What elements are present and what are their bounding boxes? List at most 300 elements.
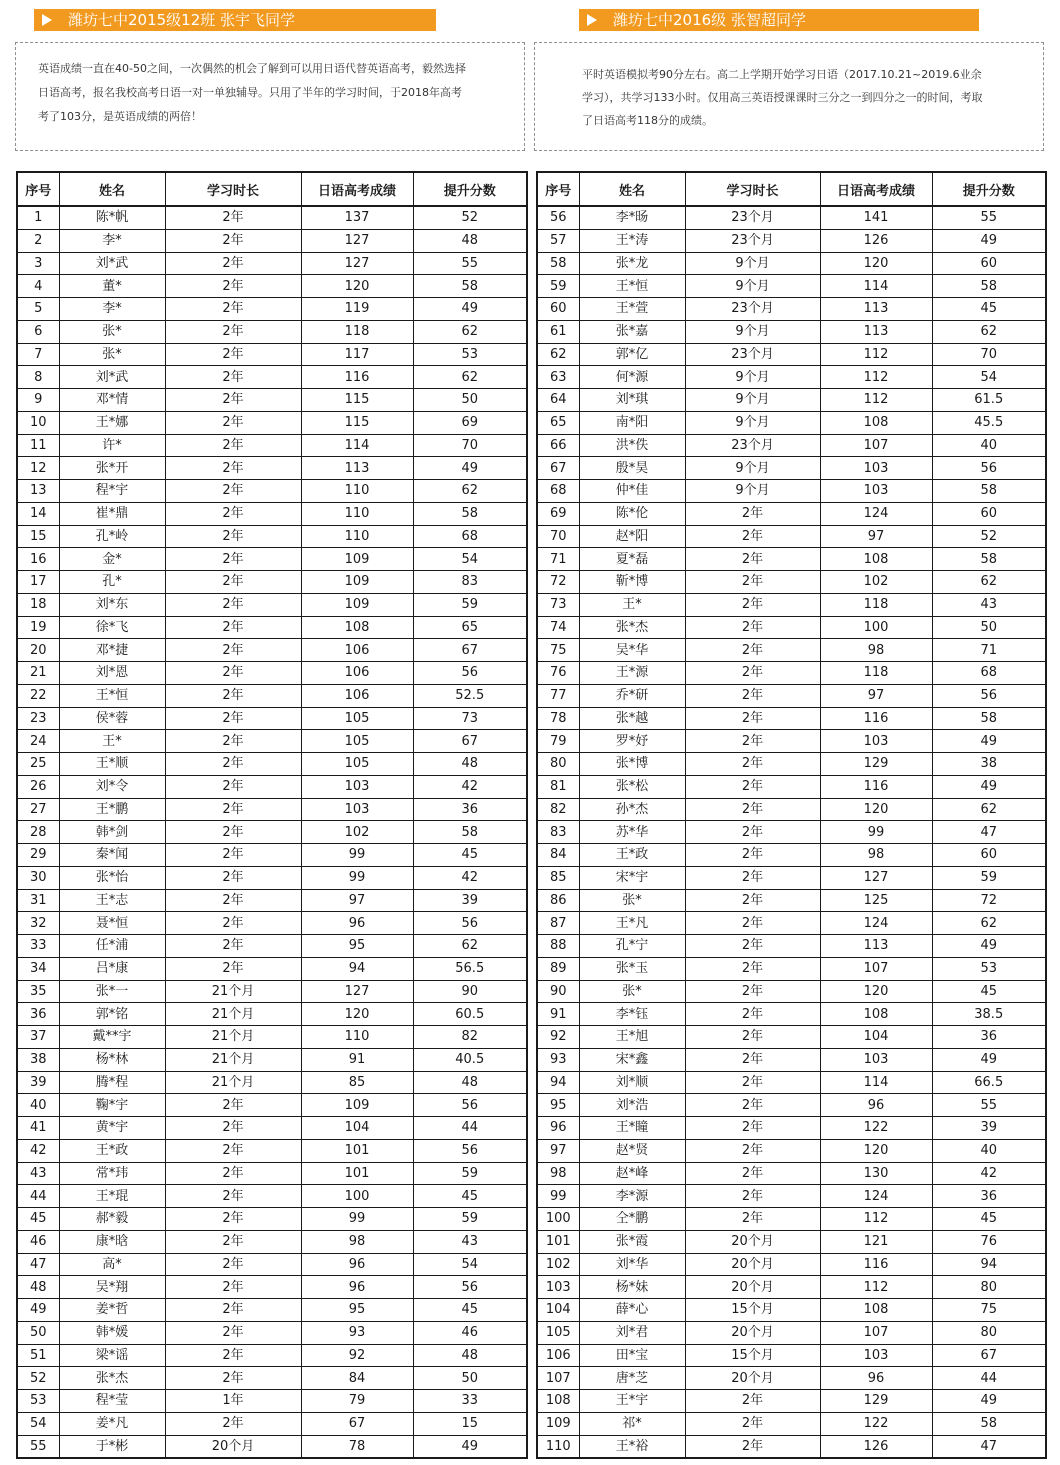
cell-improvement: 47 [932, 1435, 1046, 1458]
table-row [537, 252, 1046, 275]
cell-improvement: 58 [413, 275, 527, 298]
cell-duration: 21个月 [165, 1003, 301, 1026]
table-row [537, 1230, 1046, 1253]
cell-duration: 2年 [165, 844, 301, 867]
cell-improvement: 80 [932, 1276, 1046, 1299]
cell-duration: 2年 [165, 753, 301, 776]
cell-score: 97 [301, 889, 413, 912]
cell-name: 仲*佳 [579, 480, 685, 503]
cell-improvement: 59 [413, 1208, 527, 1231]
cell-index: 40 [17, 1094, 59, 1117]
cell-name: 腾*程 [59, 1071, 165, 1094]
table-row [17, 753, 527, 776]
cell-duration: 2年 [685, 1435, 820, 1458]
cell-improvement: 36 [413, 798, 527, 821]
cell-improvement: 44 [413, 1117, 527, 1140]
cell-duration: 2年 [165, 502, 301, 525]
table-row [537, 1390, 1046, 1413]
right-score-table [536, 171, 1047, 1459]
table-row [537, 866, 1046, 889]
cell-index: 105 [537, 1321, 579, 1344]
cell-index: 50 [17, 1321, 59, 1344]
table-row [17, 548, 527, 571]
table-row [537, 343, 1046, 366]
cell-score: 94 [301, 957, 413, 980]
cell-name: 唐*芝 [579, 1367, 685, 1390]
cell-improvement: 45 [932, 298, 1046, 321]
cell-index: 60 [537, 298, 579, 321]
cell-duration: 2年 [685, 730, 820, 753]
cell-duration: 2年 [685, 684, 820, 707]
cell-name: 程*莹 [59, 1390, 165, 1413]
header-index: 序号 [17, 172, 59, 206]
cell-index: 91 [537, 1003, 579, 1026]
cell-index: 79 [537, 730, 579, 753]
cell-improvement: 71 [932, 639, 1046, 662]
cell-name: 杨*妹 [579, 1276, 685, 1299]
cell-name: 张*杰 [579, 616, 685, 639]
cell-duration: 2年 [685, 1048, 820, 1071]
cell-index: 109 [537, 1412, 579, 1435]
cell-improvement: 49 [413, 457, 527, 480]
cell-duration: 2年 [685, 1162, 820, 1185]
cell-index: 7 [17, 343, 59, 366]
cell-name: 高* [59, 1253, 165, 1276]
cell-improvement: 45 [932, 980, 1046, 1003]
cell-score: 97 [820, 525, 932, 548]
cell-index: 29 [17, 844, 59, 867]
cell-index: 24 [17, 730, 59, 753]
table-row [537, 1344, 1046, 1367]
cell-name: 王*鹏 [59, 798, 165, 821]
cell-index: 5 [17, 298, 59, 321]
cell-improvement: 44 [932, 1367, 1046, 1390]
cell-improvement: 60.5 [413, 1003, 527, 1026]
cell-improvement: 50 [413, 1367, 527, 1390]
cell-name: 韩*媛 [59, 1321, 165, 1344]
cell-name: 郭*铭 [59, 1003, 165, 1026]
table-row [537, 980, 1046, 1003]
table-row [537, 1162, 1046, 1185]
cell-score: 107 [820, 957, 932, 980]
cell-name: 郭*亿 [579, 343, 685, 366]
cell-score: 109 [301, 571, 413, 594]
cell-improvement: 49 [932, 1048, 1046, 1071]
cell-duration: 2年 [685, 502, 820, 525]
cell-improvement: 45 [413, 844, 527, 867]
cell-name: 王*恒 [59, 684, 165, 707]
table-row [537, 935, 1046, 958]
table-row [17, 1253, 527, 1276]
cell-name: 秦*闻 [59, 844, 165, 867]
left-table-body [17, 206, 527, 1458]
cell-index: 4 [17, 275, 59, 298]
table-row [17, 206, 527, 229]
cell-duration: 2年 [165, 1367, 301, 1390]
cell-duration: 23个月 [685, 343, 820, 366]
cell-duration: 2年 [685, 889, 820, 912]
cell-name: 王* [59, 730, 165, 753]
cell-score: 124 [820, 1185, 932, 1208]
cell-score: 115 [301, 389, 413, 412]
cell-duration: 2年 [685, 1071, 820, 1094]
table-row [17, 1117, 527, 1140]
table-row [537, 1412, 1046, 1435]
cell-improvement: 45.5 [932, 411, 1046, 434]
table-row [17, 298, 527, 321]
table-row [17, 411, 527, 434]
table-row [17, 639, 527, 662]
table-row [537, 844, 1046, 867]
cell-duration: 20个月 [685, 1367, 820, 1390]
table-row [537, 1094, 1046, 1117]
cell-improvement: 59 [413, 1162, 527, 1185]
cell-name: 乔*研 [579, 684, 685, 707]
cell-index: 74 [537, 616, 579, 639]
cell-name: 张*嘉 [579, 320, 685, 343]
cell-name: 王*宇 [579, 1390, 685, 1413]
table-row [17, 957, 527, 980]
table-row [537, 457, 1046, 480]
cell-index: 45 [17, 1208, 59, 1231]
cell-name: 张*越 [579, 707, 685, 730]
table-row [17, 1162, 527, 1185]
cell-duration: 2年 [165, 1185, 301, 1208]
cell-score: 109 [301, 548, 413, 571]
table-row [537, 1003, 1046, 1026]
cell-score: 67 [301, 1412, 413, 1435]
cell-score: 93 [301, 1321, 413, 1344]
cell-name: 刘*恩 [59, 662, 165, 685]
cell-name: 夏*磊 [579, 548, 685, 571]
cell-score: 110 [301, 1026, 413, 1049]
cell-name: 王*恒 [579, 275, 685, 298]
cell-index: 66 [537, 434, 579, 457]
cell-name: 常*玮 [59, 1162, 165, 1185]
table-row [17, 844, 527, 867]
cell-duration: 9个月 [685, 480, 820, 503]
cell-score: 107 [820, 434, 932, 457]
cell-improvement: 62 [932, 571, 1046, 594]
cell-improvement: 42 [413, 775, 527, 798]
cell-improvement: 62 [413, 935, 527, 958]
right-intro-box [534, 42, 1044, 151]
cell-index: 72 [537, 571, 579, 594]
cell-name: 金* [59, 548, 165, 571]
cell-index: 44 [17, 1185, 59, 1208]
cell-name: 邓*情 [59, 389, 165, 412]
cell-duration: 2年 [685, 1026, 820, 1049]
cell-improvement: 56 [413, 912, 527, 935]
cell-index: 31 [17, 889, 59, 912]
cell-score: 107 [820, 1321, 932, 1344]
cell-index: 52 [17, 1367, 59, 1390]
cell-name: 李*钰 [579, 1003, 685, 1026]
cell-improvement: 49 [932, 229, 1046, 252]
cell-score: 116 [301, 366, 413, 389]
cell-score: 125 [820, 889, 932, 912]
cell-index: 71 [537, 548, 579, 571]
table-row [537, 1139, 1046, 1162]
cell-improvement: 73 [413, 707, 527, 730]
table-row [537, 662, 1046, 685]
cell-index: 84 [537, 844, 579, 867]
table-row [17, 662, 527, 685]
cell-score: 102 [301, 821, 413, 844]
cell-improvement: 47 [932, 821, 1046, 844]
cell-improvement: 55 [932, 206, 1046, 229]
cell-name: 张*龙 [579, 252, 685, 275]
cell-index: 68 [537, 480, 579, 503]
cell-index: 75 [537, 639, 579, 662]
table-row [17, 1276, 527, 1299]
cell-score: 106 [301, 662, 413, 685]
cell-duration: 2年 [685, 1390, 820, 1413]
table-row [17, 707, 527, 730]
table-row [17, 1003, 527, 1026]
table-row [17, 571, 527, 594]
cell-duration: 23个月 [685, 434, 820, 457]
cell-duration: 20个月 [685, 1230, 820, 1253]
cell-index: 42 [17, 1139, 59, 1162]
table-row [17, 730, 527, 753]
cell-score: 110 [301, 502, 413, 525]
cell-improvement: 65 [413, 616, 527, 639]
table-row [17, 1208, 527, 1231]
cell-duration: 2年 [685, 798, 820, 821]
cell-score: 120 [820, 798, 932, 821]
cell-improvement: 56 [932, 684, 1046, 707]
table-row [537, 525, 1046, 548]
cell-name: 许* [59, 434, 165, 457]
cell-index: 35 [17, 980, 59, 1003]
cell-duration: 2年 [165, 1230, 301, 1253]
cell-duration: 2年 [685, 593, 820, 616]
table-row [537, 206, 1046, 229]
cell-improvement: 67 [413, 730, 527, 753]
cell-duration: 9个月 [685, 320, 820, 343]
cell-duration: 23个月 [685, 206, 820, 229]
cell-duration: 2年 [685, 775, 820, 798]
cell-improvement: 48 [413, 229, 527, 252]
cell-index: 89 [537, 957, 579, 980]
table-row [17, 1185, 527, 1208]
cell-name: 董* [59, 275, 165, 298]
table-row [17, 1299, 527, 1322]
cell-duration: 2年 [685, 935, 820, 958]
cell-name: 侯*蓉 [59, 707, 165, 730]
cell-improvement: 60 [932, 252, 1046, 275]
cell-score: 92 [301, 1344, 413, 1367]
table-row [537, 571, 1046, 594]
cell-improvement: 40 [932, 1139, 1046, 1162]
cell-duration: 2年 [165, 639, 301, 662]
cell-score: 110 [301, 480, 413, 503]
cell-duration: 2年 [685, 1185, 820, 1208]
cell-index: 46 [17, 1230, 59, 1253]
cell-score: 99 [301, 1208, 413, 1231]
table-row [17, 343, 527, 366]
cell-index: 49 [17, 1299, 59, 1322]
cell-name: 聂*恒 [59, 912, 165, 935]
cell-index: 107 [537, 1367, 579, 1390]
cell-score: 85 [301, 1071, 413, 1094]
header-score: 日语高考成绩 [820, 172, 932, 206]
cell-score: 126 [820, 229, 932, 252]
cell-index: 30 [17, 866, 59, 889]
cell-name: 何*源 [579, 366, 685, 389]
cell-improvement: 43 [413, 1230, 527, 1253]
cell-improvement: 54 [413, 1253, 527, 1276]
table-row [17, 525, 527, 548]
cell-improvement: 49 [932, 730, 1046, 753]
cell-name: 宋*鑫 [579, 1048, 685, 1071]
cell-duration: 2年 [685, 548, 820, 571]
cell-name: 祁* [579, 1412, 685, 1435]
cell-duration: 9个月 [685, 389, 820, 412]
cell-score: 103 [301, 798, 413, 821]
cell-duration: 2年 [685, 1412, 820, 1435]
table-row [17, 434, 527, 457]
cell-index: 19 [17, 616, 59, 639]
cell-duration: 2年 [685, 662, 820, 685]
cell-name: 刘*东 [59, 593, 165, 616]
cell-score: 127 [301, 980, 413, 1003]
header-name: 姓名 [579, 172, 685, 206]
cell-score: 96 [301, 1276, 413, 1299]
cell-index: 106 [537, 1344, 579, 1367]
cell-duration: 9个月 [685, 252, 820, 275]
cell-name: 任*浦 [59, 935, 165, 958]
cell-duration: 2年 [685, 616, 820, 639]
cell-score: 112 [820, 343, 932, 366]
cell-duration: 2年 [685, 821, 820, 844]
cell-improvement: 45 [932, 1208, 1046, 1231]
cell-duration: 23个月 [685, 229, 820, 252]
cell-score: 115 [301, 411, 413, 434]
cell-duration: 2年 [165, 707, 301, 730]
cell-improvement: 52 [413, 206, 527, 229]
cell-score: 122 [820, 1117, 932, 1140]
table-row [17, 980, 527, 1003]
cell-score: 103 [820, 1048, 932, 1071]
cell-score: 113 [301, 457, 413, 480]
cell-name: 张*玉 [579, 957, 685, 980]
cell-score: 124 [820, 912, 932, 935]
cell-improvement: 42 [413, 866, 527, 889]
cell-index: 59 [537, 275, 579, 298]
cell-name: 姜*哲 [59, 1299, 165, 1322]
play-triangle-icon [587, 14, 597, 26]
cell-score: 108 [820, 1299, 932, 1322]
cell-duration: 15个月 [685, 1299, 820, 1322]
cell-improvement: 61.5 [932, 389, 1046, 412]
cell-score: 113 [820, 935, 932, 958]
cell-duration: 2年 [685, 753, 820, 776]
cell-improvement: 45 [413, 1299, 527, 1322]
cell-improvement: 68 [932, 662, 1046, 685]
cell-score: 112 [820, 389, 932, 412]
cell-index: 103 [537, 1276, 579, 1299]
right-banner-title: 潍坊七中2016级 张智超同学 [613, 11, 806, 29]
cell-name: 吴*华 [579, 639, 685, 662]
cell-score: 100 [301, 1185, 413, 1208]
table-row [17, 366, 527, 389]
cell-duration: 2年 [165, 1253, 301, 1276]
cell-improvement: 94 [932, 1253, 1046, 1276]
cell-improvement: 56 [932, 457, 1046, 480]
cell-name: 刘*琪 [579, 389, 685, 412]
cell-duration: 2年 [165, 616, 301, 639]
cell-name: 李*源 [579, 1185, 685, 1208]
cell-index: 76 [537, 662, 579, 685]
cell-index: 6 [17, 320, 59, 343]
table-header-row [17, 172, 527, 206]
table-row [537, 753, 1046, 776]
cell-improvement: 62 [932, 798, 1046, 821]
table-row [537, 1117, 1046, 1140]
cell-name: 刘*武 [59, 252, 165, 275]
cell-name: 苏*华 [579, 821, 685, 844]
cell-duration: 2年 [165, 434, 301, 457]
cell-name: 程*宇 [59, 480, 165, 503]
cell-index: 88 [537, 935, 579, 958]
cell-score: 116 [820, 1253, 932, 1276]
cell-index: 47 [17, 1253, 59, 1276]
cell-duration: 2年 [165, 411, 301, 434]
cell-score: 103 [820, 730, 932, 753]
cell-score: 105 [301, 730, 413, 753]
table-row [17, 593, 527, 616]
table-row [537, 593, 1046, 616]
cell-name: 王*裕 [579, 1435, 685, 1458]
cell-improvement: 15 [413, 1412, 527, 1435]
cell-duration: 2年 [165, 457, 301, 480]
cell-name: 鞠*宇 [59, 1094, 165, 1117]
cell-improvement: 39 [932, 1117, 1046, 1140]
cell-name: 张* [59, 343, 165, 366]
cell-index: 64 [537, 389, 579, 412]
cell-score: 120 [820, 252, 932, 275]
cell-duration: 2年 [165, 1276, 301, 1299]
cell-improvement: 72 [932, 889, 1046, 912]
cell-index: 15 [17, 525, 59, 548]
cell-name: 韩*剑 [59, 821, 165, 844]
cell-index: 63 [537, 366, 579, 389]
cell-duration: 9个月 [685, 457, 820, 480]
cell-score: 112 [820, 1208, 932, 1231]
play-triangle-icon [42, 14, 52, 26]
cell-name: 张*博 [579, 753, 685, 776]
cell-name: 王*志 [59, 889, 165, 912]
table-row [537, 1253, 1046, 1276]
cell-duration: 2年 [165, 343, 301, 366]
cell-improvement: 53 [932, 957, 1046, 980]
cell-improvement: 33 [413, 1390, 527, 1413]
cell-index: 98 [537, 1162, 579, 1185]
cell-name: 梁*谣 [59, 1344, 165, 1367]
cell-improvement: 40.5 [413, 1048, 527, 1071]
cell-score: 118 [820, 662, 932, 685]
cell-duration: 2年 [165, 229, 301, 252]
cell-name: 李*旸 [579, 206, 685, 229]
cell-duration: 2年 [685, 866, 820, 889]
cell-index: 2 [17, 229, 59, 252]
cell-improvement: 49 [413, 1435, 527, 1458]
table-row [17, 798, 527, 821]
cell-index: 12 [17, 457, 59, 480]
cell-improvement: 54 [932, 366, 1046, 389]
